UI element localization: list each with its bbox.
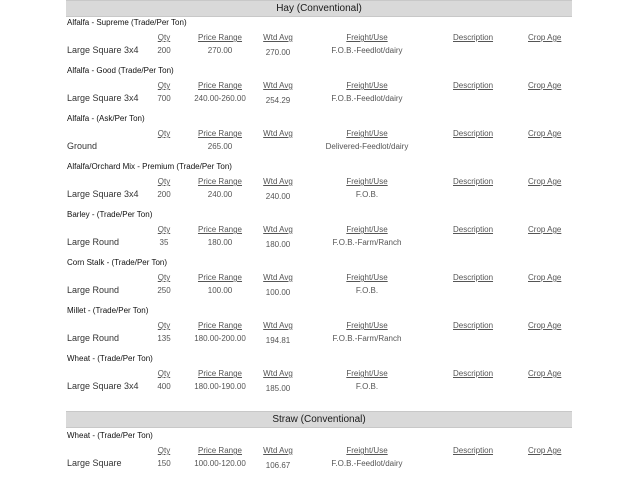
header-wtd-avg: Wtd Avg	[263, 446, 293, 455]
item-wtd-avg: 240.00	[265, 192, 291, 201]
header-qty: Qty	[157, 446, 171, 455]
item-wtd-avg: 254.29	[265, 96, 291, 105]
group-title: Millet - (Trade/Per Ton)	[67, 306, 149, 315]
item-price-range: 240.00	[207, 190, 233, 199]
item-freight-use: F.O.B.	[355, 382, 379, 391]
item-wtd-avg: 270.00	[265, 48, 291, 57]
item-qty: 250	[157, 286, 171, 295]
item-freight-use: F.O.B.-Feedlot/dairy	[331, 46, 403, 55]
group-millet	[0, 306, 640, 354]
header-qty: Qty	[157, 321, 171, 330]
item-wtd-avg: 194.81	[265, 336, 291, 345]
group-title: Alfalfa - Good (Trade/Per Ton)	[67, 66, 174, 75]
header-freight-use: Freight/Use	[346, 177, 388, 186]
header-crop-age: Crop Age	[528, 446, 562, 455]
group-title: Alfalfa - Supreme (Trade/Per Ton)	[67, 18, 187, 27]
header-freight-use: Freight/Use	[346, 321, 388, 330]
item-price-range: 265.00	[207, 142, 233, 151]
header-description: Description	[453, 33, 494, 42]
header-wtd-avg: Wtd Avg	[263, 81, 293, 90]
item-freight-use: F.O.B.-Farm/Ranch	[332, 238, 402, 247]
header-price-range: Price Range	[197, 446, 243, 455]
header-price-range: Price Range	[197, 129, 243, 138]
header-crop-age: Crop Age	[528, 273, 562, 282]
item-freight-use: Delivered-Feedlot/dairy	[325, 142, 409, 151]
header-wtd-avg: Wtd Avg	[263, 33, 293, 42]
item-description: Large Square 3x4	[67, 93, 139, 103]
section-header-hay: Hay (Conventional)	[66, 0, 572, 17]
header-wtd-avg: Wtd Avg	[263, 177, 293, 186]
header-qty: Qty	[157, 33, 171, 42]
group-wheat-hay	[0, 354, 640, 402]
header-freight-use: Freight/Use	[346, 81, 388, 90]
header-freight-use: Freight/Use	[346, 225, 388, 234]
item-freight-use: F.O.B.	[355, 286, 379, 295]
group-barley	[0, 210, 640, 258]
header-freight-use: Freight/Use	[346, 446, 388, 455]
header-crop-age: Crop Age	[528, 369, 562, 378]
item-description: Large Square	[67, 458, 122, 468]
header-wtd-avg: Wtd Avg	[263, 321, 293, 330]
item-qty: 400	[157, 382, 171, 391]
header-qty: Qty	[157, 177, 171, 186]
item-qty: 200	[157, 46, 171, 55]
item-qty: 200	[157, 190, 171, 199]
header-price-range: Price Range	[197, 369, 243, 378]
item-price-range: 180.00-200.00	[194, 334, 246, 343]
header-description: Description	[453, 81, 494, 90]
item-description: Large Round	[67, 285, 120, 295]
header-description: Description	[453, 273, 494, 282]
group-title: Barley - (Trade/Per Ton)	[67, 210, 153, 219]
header-qty: Qty	[157, 273, 171, 282]
group-alfalfa-supreme	[0, 18, 640, 66]
item-freight-use: F.O.B.-Feedlot/dairy	[331, 94, 403, 103]
header-price-range: Price Range	[197, 321, 243, 330]
group-wheat-straw	[0, 431, 640, 479]
header-description: Description	[453, 369, 494, 378]
header-wtd-avg: Wtd Avg	[263, 273, 293, 282]
item-qty: 700	[157, 94, 171, 103]
group-corn-stalk	[0, 258, 640, 306]
header-description: Description	[453, 321, 494, 330]
header-price-range: Price Range	[197, 273, 243, 282]
header-qty: Qty	[157, 369, 171, 378]
header-freight-use: Freight/Use	[346, 33, 388, 42]
item-description: Large Round	[67, 237, 120, 247]
header-crop-age: Crop Age	[528, 33, 562, 42]
header-crop-age: Crop Age	[528, 129, 562, 138]
header-qty: Qty	[157, 129, 171, 138]
header-price-range: Price Range	[197, 33, 243, 42]
item-price-range: 100.00	[207, 286, 233, 295]
header-price-range: Price Range	[197, 225, 243, 234]
item-price-range: 180.00-190.00	[194, 382, 246, 391]
item-freight-use: F.O.B.	[355, 190, 379, 199]
item-description: Ground	[67, 141, 98, 151]
header-description: Description	[453, 129, 494, 138]
item-qty: 35	[159, 238, 169, 247]
header-wtd-avg: Wtd Avg	[263, 129, 293, 138]
header-description: Description	[453, 225, 494, 234]
item-freight-use: F.O.B.-Farm/Ranch	[332, 334, 402, 343]
section-header-straw: Straw (Conventional)	[66, 411, 572, 428]
item-wtd-avg: 106.67	[265, 461, 291, 470]
header-crop-age: Crop Age	[528, 81, 562, 90]
item-qty: 150	[157, 459, 171, 468]
group-alfalfa-orchard-mix	[0, 162, 640, 210]
item-price-range: 240.00-260.00	[194, 94, 246, 103]
item-freight-use: F.O.B.-Feedlot/dairy	[331, 459, 403, 468]
group-title: Wheat - (Trade/Per Ton)	[67, 354, 153, 363]
group-alfalfa-good	[0, 66, 640, 114]
item-wtd-avg: 100.00	[265, 288, 291, 297]
group-title: Alfalfa - (Ask/Per Ton)	[67, 114, 145, 123]
item-wtd-avg: 180.00	[265, 240, 291, 249]
group-title: Alfalfa/Orchard Mix - Premium (Trade/Per Ton)	[67, 162, 232, 171]
header-freight-use: Freight/Use	[346, 273, 388, 282]
item-price-range: 180.00	[207, 238, 233, 247]
header-crop-age: Crop Age	[528, 225, 562, 234]
header-qty: Qty	[157, 225, 171, 234]
item-wtd-avg: 185.00	[265, 384, 291, 393]
header-freight-use: Freight/Use	[346, 369, 388, 378]
header-crop-age: Crop Age	[528, 177, 562, 186]
header-crop-age: Crop Age	[528, 321, 562, 330]
header-price-range: Price Range	[197, 81, 243, 90]
item-description: Large Square 3x4	[67, 381, 139, 391]
header-freight-use: Freight/Use	[346, 129, 388, 138]
header-description: Description	[453, 177, 494, 186]
group-title: Wheat - (Trade/Per Ton)	[67, 431, 153, 440]
item-description: Large Round	[67, 333, 120, 343]
item-description: Large Square 3x4	[67, 189, 139, 199]
item-description: Large Square 3x4	[67, 45, 139, 55]
header-description: Description	[453, 446, 494, 455]
header-wtd-avg: Wtd Avg	[263, 225, 293, 234]
header-qty: Qty	[157, 81, 171, 90]
item-qty: 135	[157, 334, 171, 343]
group-alfalfa-ask	[0, 114, 640, 162]
header-wtd-avg: Wtd Avg	[263, 369, 293, 378]
header-price-range: Price Range	[197, 177, 243, 186]
item-price-range: 270.00	[207, 46, 233, 55]
item-price-range: 100.00-120.00	[194, 459, 246, 468]
group-title: Corn Stalk - (Trade/Per Ton)	[67, 258, 168, 267]
